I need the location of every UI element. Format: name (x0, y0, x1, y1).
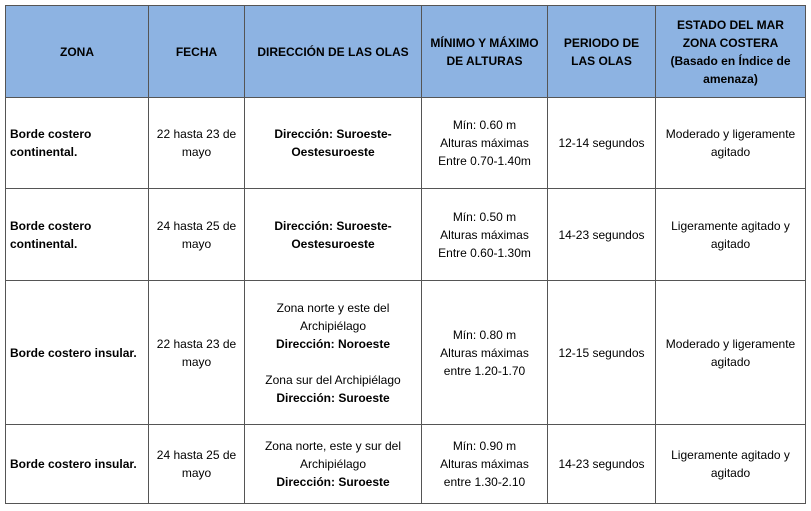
header-estado-title: ESTADO DEL MAR ZONA COSTERA (677, 17, 784, 50)
cell-zona: Borde costero continental. (6, 98, 149, 189)
table-row (6, 189, 806, 281)
height-max-label: Alturas máximas (440, 136, 529, 150)
table-row (6, 281, 806, 425)
height-range: entre 1.20-1.70 (443, 363, 526, 378)
cell-fecha: 22 hasta 23 de mayo (149, 281, 245, 425)
table-row (6, 98, 806, 189)
cell-periodo: 12-14 segundos (548, 98, 656, 189)
cell-zona: Borde costero insular. (6, 281, 149, 425)
cell-alturas (422, 189, 548, 281)
height-min: Mín: 0.50 m (452, 209, 517, 224)
height-range: entre 1.30-2.10 (443, 475, 526, 489)
direction-value: Dirección: Suroeste (276, 390, 390, 405)
cell-alturas (422, 281, 548, 425)
cell-periodo: 14-23 segundos (548, 425, 656, 504)
cell-alturas (422, 425, 548, 504)
zone-text: Zona norte, este y sur del Archipiélago (264, 439, 402, 471)
cell-periodo: 14-23 segundos (548, 189, 656, 281)
cell-direccion (245, 189, 422, 281)
height-min: Mín: 0.90 m (452, 439, 517, 453)
direction-value: Dirección: Suroeste-Oestesuroeste (274, 218, 392, 251)
forecast-table (5, 5, 806, 504)
header-periodo: PERIODO DE LAS OLAS (548, 6, 656, 98)
cell-direccion (245, 98, 422, 189)
cell-fecha: 24 hasta 25 de mayo (149, 425, 245, 504)
direction-value: Dirección: Suroeste (276, 475, 390, 489)
zone-text: Zona norte y este del Archipiélago (276, 300, 390, 333)
header-fecha: FECHA (149, 6, 245, 98)
height-min: Mín: 0.80 m (452, 327, 517, 342)
cell-zona: Borde costero insular. (6, 425, 149, 504)
header-row (6, 6, 806, 98)
cell-direccion (245, 281, 422, 425)
height-range: Entre 0.60-1.30m (438, 245, 531, 260)
header-alturas: MÍNIMO Y MÁXIMO DE ALTURAS (422, 6, 548, 98)
height-min: Mín: 0.60 m (452, 118, 517, 132)
height-range: Entre 0.70-1.40m (438, 154, 531, 168)
cell-estado: Ligeramente agitado y agitado (656, 189, 806, 281)
cell-alturas (422, 98, 548, 189)
direction-value: Dirección: Suroeste-Oestesuroeste (274, 127, 392, 159)
cell-periodo: 12-15 segundos (548, 281, 656, 425)
header-estado-note: (Basado en Índice de amenaza) (670, 53, 791, 86)
header-estado (656, 6, 806, 98)
cell-estado: Moderado y ligeramente agitado (656, 98, 806, 189)
cell-estado: Moderado y ligeramente agitado (656, 281, 806, 425)
direction-value: Dirección: Noroeste (275, 336, 391, 351)
zone-text: Zona sur del Archipiélago (265, 372, 401, 387)
cell-estado: Ligeramente agitado y agitado (656, 425, 806, 504)
header-zona: ZONA (6, 6, 149, 98)
cell-zona: Borde costero continental. (6, 189, 149, 281)
table-row (6, 425, 806, 504)
height-max-label: Alturas máximas (440, 457, 529, 471)
cell-direccion (245, 425, 422, 504)
header-direccion: DIRECCIÓN DE LAS OLAS (245, 6, 422, 98)
cell-fecha: 24 hasta 25 de mayo (149, 189, 245, 281)
cell-fecha: 22 hasta 23 de mayo (149, 98, 245, 189)
height-max-label: Alturas máximas (440, 345, 529, 360)
height-max-label: Alturas máximas (440, 227, 529, 242)
